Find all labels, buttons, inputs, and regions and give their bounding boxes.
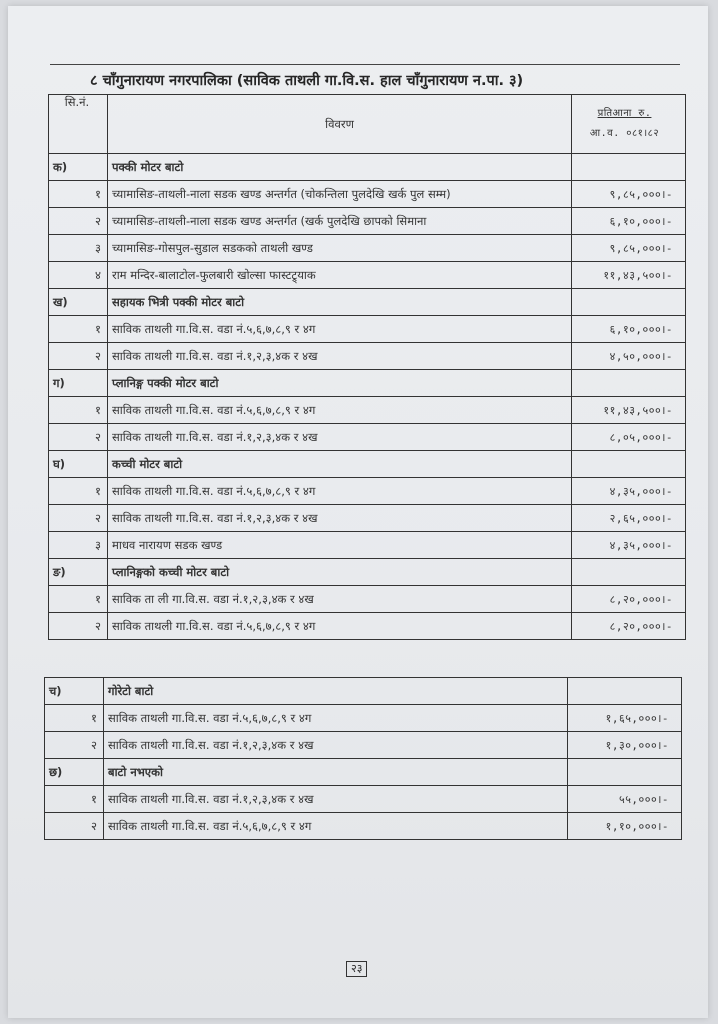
cell-serial-no: घ) xyxy=(49,451,108,478)
cell-serial-no: २ xyxy=(45,813,104,840)
header-description: विवरण xyxy=(108,95,572,154)
cell-serial-no: १ xyxy=(49,586,108,613)
cell-amount: ८,०५,०००।- xyxy=(572,424,686,451)
cell-description: माधव नारायण सडक खण्ड xyxy=(108,532,572,559)
cell-serial-no: क) xyxy=(49,154,108,181)
cell-amount xyxy=(572,559,686,586)
cell-serial-no: ग) xyxy=(49,370,108,397)
cell-amount: ११,४३,५००।- xyxy=(572,262,686,289)
document-page xyxy=(8,6,708,1018)
cell-amount: ४,३५,०००।- xyxy=(572,478,686,505)
cell-serial-no: १ xyxy=(49,316,108,343)
cell-serial-no: १ xyxy=(49,181,108,208)
table-2-body xyxy=(45,678,682,840)
table-row xyxy=(49,262,686,289)
cell-description: राम मन्दिर-बालाटोल-फुलबारी खोल्सा फास्टट्र्याक xyxy=(108,262,572,289)
table-row xyxy=(49,235,686,262)
cell-serial-no: २ xyxy=(49,424,108,451)
cell-description: च्यामासिङ-गोसपुल-सुडाल सडकको ताथली खण्ड xyxy=(108,235,572,262)
table-row xyxy=(49,397,686,424)
table-1-body xyxy=(49,154,686,640)
cell-description: प्लानिङ्ग पक्की मोटर बाटो xyxy=(108,370,572,397)
cell-description: साविक ताथली गा.वि.स. वडा नं.५,६,७,८,९ र ४ग xyxy=(104,813,568,840)
cell-serial-no: च) xyxy=(45,678,104,705)
header-amount xyxy=(572,95,686,154)
cell-description: साविक ताथली गा.वि.स. वडा नं.५,६,७,८,९ र ४ग xyxy=(108,316,572,343)
cell-description: साविक ताथली गा.वि.स. वडा नं.१,२,३,४क र ४ख xyxy=(108,505,572,532)
cell-amount: ६,१०,०००।- xyxy=(572,208,686,235)
cell-amount: १,३०,०००।- xyxy=(568,732,682,759)
table-row xyxy=(49,532,686,559)
table-row xyxy=(49,181,686,208)
cell-serial-no: २ xyxy=(49,613,108,640)
cell-description: साविक ताथली गा.वि.स. वडा नं.१,२,३,४क र ४ख xyxy=(108,424,572,451)
table-row xyxy=(49,505,686,532)
table-row xyxy=(49,424,686,451)
title-rule xyxy=(50,64,680,65)
cell-serial-no: २ xyxy=(49,343,108,370)
cell-amount: ५५,०००।- xyxy=(568,786,682,813)
table-row xyxy=(45,705,682,732)
cell-amount: २,६५,०००।- xyxy=(572,505,686,532)
page-number: २३ xyxy=(346,961,367,977)
cell-description: साविक ताथली गा.वि.स. वडा नं.५,६,७,८,९ र ४ग xyxy=(108,613,572,640)
cell-amount: ९,८५,०००।- xyxy=(572,181,686,208)
cell-serial-no: ३ xyxy=(49,235,108,262)
cell-amount: १,१०,०००।- xyxy=(568,813,682,840)
table-row xyxy=(49,613,686,640)
table-row xyxy=(45,813,682,840)
cell-amount xyxy=(572,451,686,478)
cell-serial-no: १ xyxy=(49,478,108,505)
header-amount-top: प्रतिआना रु. xyxy=(597,108,652,119)
cell-serial-no: ३ xyxy=(49,532,108,559)
cell-description: बाटो नभएको xyxy=(104,759,568,786)
cell-amount: ६,१०,०००।- xyxy=(572,316,686,343)
header-serial-no: सि.नं. xyxy=(49,95,108,154)
section-row xyxy=(49,154,686,181)
cell-amount: ८,२०,०००।- xyxy=(572,613,686,640)
cell-amount: ९,८५,०००।- xyxy=(572,235,686,262)
cell-amount xyxy=(568,678,682,705)
cell-amount xyxy=(572,370,686,397)
section-row xyxy=(49,451,686,478)
cell-description: सहायक भित्री पक्की मोटर बाटो xyxy=(108,289,572,316)
cell-serial-no: छ) xyxy=(45,759,104,786)
cell-amount xyxy=(568,759,682,786)
section-row xyxy=(45,759,682,786)
cell-amount: ४,५०,०००।- xyxy=(572,343,686,370)
table-row xyxy=(49,478,686,505)
section-row xyxy=(45,678,682,705)
cell-description: साविक ता ली गा.वि.स. वडा नं.१,२,३,४क र ४ख xyxy=(108,586,572,613)
cell-amount: १,६५,०००।- xyxy=(568,705,682,732)
cell-serial-no: ४ xyxy=(49,262,108,289)
table-row xyxy=(49,316,686,343)
table-header-row xyxy=(49,95,686,154)
cell-description: कच्ची मोटर बाटो xyxy=(108,451,572,478)
cell-serial-no: ख) xyxy=(49,289,108,316)
table-row xyxy=(49,208,686,235)
cell-amount: ८,२०,०००।- xyxy=(572,586,686,613)
cell-description: साविक ताथली गा.वि.स. वडा नं.५,६,७,८,९ र ४ग xyxy=(108,478,572,505)
page-title: ८ चाँगुनारायण नगरपालिका (साविक ताथली गा.वि.स. हाल चाँगुनारायण न.पा. ३) xyxy=(90,73,524,89)
rate-table-2 xyxy=(44,677,682,840)
cell-description: च्यामासिङ-ताथली-नाला सडक खण्ड अन्तर्गत (खर्क पुलदेखि छापको सिमाना xyxy=(108,208,572,235)
table-row xyxy=(45,786,682,813)
cell-amount xyxy=(572,289,686,316)
cell-serial-no: १ xyxy=(45,705,104,732)
cell-amount: ४,३५,०००।- xyxy=(572,532,686,559)
cell-serial-no: १ xyxy=(49,397,108,424)
cell-description: पक्की मोटर बाटो xyxy=(108,154,572,181)
cell-description: गोरेटो बाटो xyxy=(104,678,568,705)
cell-serial-no: २ xyxy=(49,505,108,532)
cell-amount xyxy=(572,154,686,181)
cell-serial-no: १ xyxy=(45,786,104,813)
cell-description: च्यामासिङ-ताथली-नाला सडक खण्ड अन्तर्गत (चोकन्तिला पुलदेखि खर्क पुल सम्म) xyxy=(108,181,572,208)
cell-description: प्लानिङ्गको कच्ची मोटर बाटो xyxy=(108,559,572,586)
section-row xyxy=(49,370,686,397)
cell-serial-no: २ xyxy=(49,208,108,235)
cell-description: साविक ताथली गा.वि.स. वडा नं.१,२,३,४क र ४ख xyxy=(104,732,568,759)
cell-serial-no: २ xyxy=(45,732,104,759)
table-row xyxy=(49,586,686,613)
cell-description: साविक ताथली गा.वि.स. वडा नं.१,२,३,४क र ४ख xyxy=(108,343,572,370)
header-amount-bottom: आ.व. ०८१।८२ xyxy=(589,128,660,139)
section-row xyxy=(49,559,686,586)
rate-table-1 xyxy=(48,94,686,640)
cell-description: साविक ताथली गा.वि.स. वडा नं.१,२,३,४क र ४ख xyxy=(104,786,568,813)
cell-serial-no: ङ) xyxy=(49,559,108,586)
cell-description: साविक ताथली गा.वि.स. वडा नं.५,६,७,८,९ र ४ग xyxy=(108,397,572,424)
cell-description: साविक ताथली गा.वि.स. वडा नं.५,६,७,८,९ र ४ग xyxy=(104,705,568,732)
table-row xyxy=(49,343,686,370)
cell-amount: ११,४३,५००।- xyxy=(572,397,686,424)
section-row xyxy=(49,289,686,316)
table-row xyxy=(45,732,682,759)
